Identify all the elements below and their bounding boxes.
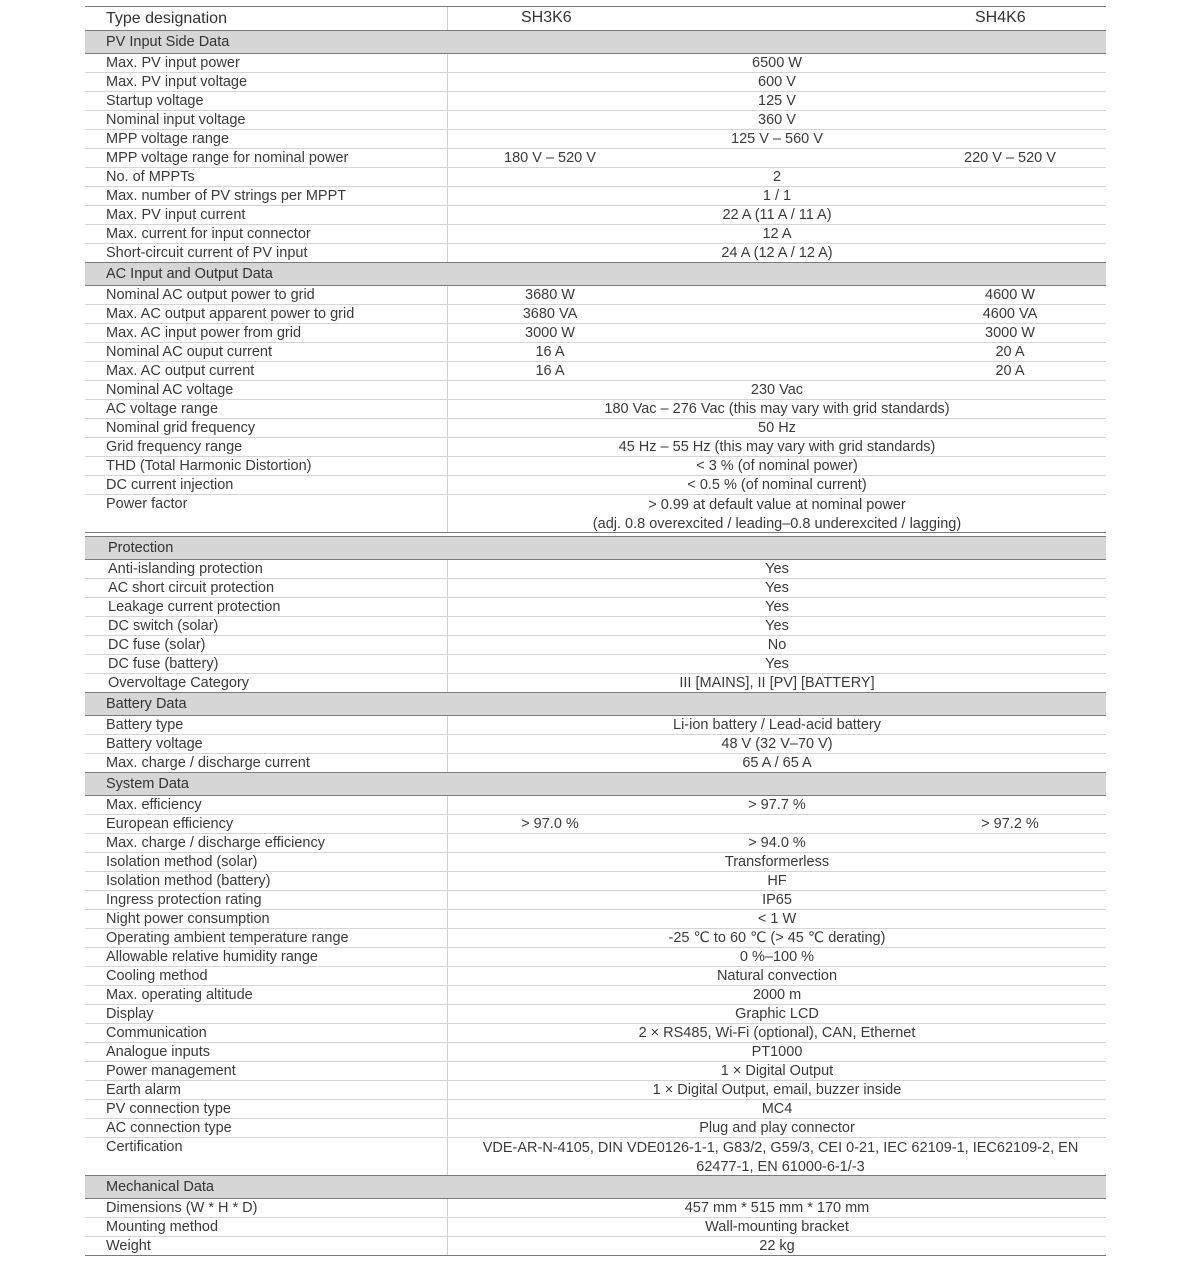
row-value: PT1000 xyxy=(751,1044,803,1060)
row-value-model-b: 20 A xyxy=(995,363,1025,379)
column-divider xyxy=(447,324,448,342)
row-label: Power management xyxy=(106,1063,236,1079)
row-label: PV connection type xyxy=(106,1101,231,1117)
row-value-model-b: 4600 W xyxy=(985,287,1035,303)
row-value: 6500 W xyxy=(752,55,802,71)
row-label: Max. charge / discharge efficiency xyxy=(106,835,325,851)
row-label: Grid frequency range xyxy=(106,439,243,455)
table-row xyxy=(85,1218,1106,1237)
section-battery xyxy=(85,693,1106,716)
row-label: Dimensions (W * H * D) xyxy=(106,1200,258,1216)
table-row xyxy=(85,92,1106,111)
row-value: 24 A (12 A / 12 A) xyxy=(721,245,833,261)
row-label: Battery voltage xyxy=(106,736,203,752)
table-row xyxy=(85,636,1106,655)
table-row xyxy=(85,1237,1106,1256)
table-row xyxy=(85,929,1106,948)
row-label: Nominal AC voltage xyxy=(106,382,234,398)
row-value: 48 V (32 V–70 V) xyxy=(721,736,833,752)
table-row xyxy=(85,168,1106,187)
row-value: 2 xyxy=(772,169,782,185)
row-value-model-a: 3680 W xyxy=(525,287,575,303)
row-label: AC connection type xyxy=(106,1120,232,1136)
section-protection xyxy=(85,536,1106,560)
table-row xyxy=(85,1100,1106,1119)
row-value: Wall-mounting bracket xyxy=(705,1219,849,1235)
table-row xyxy=(85,54,1106,73)
row-value: 457 mm * 515 mm * 170 mm xyxy=(684,1200,870,1216)
row-label: Overvoltage Category xyxy=(108,675,250,691)
table-row-power-factor xyxy=(85,495,1106,533)
row-label: Leakage current protection xyxy=(108,599,281,615)
table-row xyxy=(85,796,1106,815)
row-value: III [MAINS], II [PV] [BATTERY] xyxy=(679,675,875,691)
row-label: No. of MPPTs xyxy=(106,169,195,185)
table-row xyxy=(85,948,1106,967)
row-value: Plug and play connector xyxy=(699,1120,855,1136)
row-value: 22 kg xyxy=(759,1238,795,1254)
row-label: European efficiency xyxy=(106,816,234,832)
row-label: AC voltage range xyxy=(106,401,219,417)
row-value: > 97.7 % xyxy=(748,797,806,813)
row-value: 45 Hz – 55 Hz (this may vary with grid standards) xyxy=(618,439,936,455)
row-value: 125 V xyxy=(758,93,796,109)
table-row xyxy=(85,343,1106,362)
row-value: -25 ℃ to 60 ℃ (> 45 ℃ derating) xyxy=(668,930,886,946)
row-value: Natural convection xyxy=(716,968,838,984)
power-factor-line-2: (adj. 0.8 overexcited / leading–0.8 underexcited / lagging) xyxy=(592,516,962,532)
spec-table xyxy=(85,6,1106,1256)
row-label: Startup voltage xyxy=(106,93,204,109)
row-label: Cooling method xyxy=(106,968,208,984)
row-label: Nominal input voltage xyxy=(106,112,246,128)
table-row xyxy=(85,305,1106,324)
table-row xyxy=(85,149,1106,168)
row-label: Anti-islanding protection xyxy=(108,561,263,577)
column-divider xyxy=(447,149,448,167)
row-label: Max. PV input current xyxy=(106,207,246,223)
table-row xyxy=(85,225,1106,244)
table-row xyxy=(85,476,1106,495)
row-label: Max. number of PV strings per MPPT xyxy=(106,188,347,204)
row-value: 12 A xyxy=(762,226,792,242)
row-value: HF xyxy=(767,873,787,889)
row-label: AC short circuit protection xyxy=(108,580,275,596)
row-label: Max. AC output current xyxy=(106,363,255,379)
table-row xyxy=(85,1119,1106,1138)
row-label: Power factor xyxy=(106,496,188,512)
table-row xyxy=(85,187,1106,206)
row-label: Isolation method (battery) xyxy=(106,873,271,889)
section-title: Mechanical Data xyxy=(106,1179,214,1195)
row-label: Max. AC output apparent power to grid xyxy=(106,306,355,322)
row-label: Earth alarm xyxy=(106,1082,181,1098)
table-row xyxy=(85,598,1106,617)
table-row xyxy=(85,579,1106,598)
table-row xyxy=(85,381,1106,400)
row-label: Battery type xyxy=(106,717,184,733)
table-row xyxy=(85,286,1106,305)
row-label: Weight xyxy=(106,1238,151,1254)
row-value-model-a: 3680 VA xyxy=(522,306,578,322)
table-row xyxy=(85,560,1106,579)
row-value: 1 × Digital Output xyxy=(720,1063,834,1079)
section-mechanical xyxy=(85,1176,1106,1199)
table-row xyxy=(85,419,1106,438)
row-label: Night power consumption xyxy=(106,911,270,927)
row-value-model-a: 3000 W xyxy=(525,325,575,341)
row-value-model-a: 16 A xyxy=(535,344,565,360)
row-value: Li-ion battery / Lead-acid battery xyxy=(673,717,881,733)
table-row xyxy=(85,834,1106,853)
table-row xyxy=(85,674,1106,693)
row-value-model-b: 20 A xyxy=(995,344,1025,360)
row-label: DC switch (solar) xyxy=(108,618,219,634)
table-row xyxy=(85,617,1106,636)
row-value xyxy=(448,496,1106,534)
row-label: Nominal grid frequency xyxy=(106,420,256,436)
row-value: 50 Hz xyxy=(758,420,796,436)
row-value-model-b: 220 V – 520 V xyxy=(964,150,1056,166)
column-divider xyxy=(447,305,448,323)
row-value: 1 × Digital Output, email, buzzer inside xyxy=(652,1082,902,1098)
row-value: 2 × RS485, Wi-Fi (optional), CAN, Ethernet xyxy=(638,1025,916,1041)
row-value: < 1 W xyxy=(757,911,797,927)
row-label: Max. PV input power xyxy=(106,55,240,71)
row-label: Allowable relative humidity range xyxy=(106,949,318,965)
row-value: 600 V xyxy=(758,74,796,90)
row-value: IP65 xyxy=(762,892,792,908)
table-row xyxy=(85,967,1106,986)
row-label: Display xyxy=(106,1006,154,1022)
row-label: Certification xyxy=(106,1139,183,1155)
row-value: Yes xyxy=(765,656,789,672)
section-title: PV Input Side Data xyxy=(106,34,230,50)
row-label: Max. charge / discharge current xyxy=(106,755,310,771)
column-divider xyxy=(447,815,448,833)
row-label: Max. efficiency xyxy=(106,797,202,813)
row-value: > 94.0 % xyxy=(748,835,806,851)
model-a-header: SH3K6 xyxy=(521,9,572,26)
row-value: 0 %–100 % xyxy=(739,949,815,965)
table-row xyxy=(85,1043,1106,1062)
row-value: Yes xyxy=(765,580,789,596)
row-label: DC fuse (solar) xyxy=(108,637,206,653)
row-value-model-a: 16 A xyxy=(535,363,565,379)
row-label: Nominal AC output power to grid xyxy=(106,287,315,303)
row-label: Operating ambient temperature range xyxy=(106,930,349,946)
column-divider xyxy=(447,343,448,361)
row-value: 65 A / 65 A xyxy=(742,755,812,771)
section-title: System Data xyxy=(106,776,189,792)
column-divider xyxy=(447,1138,448,1175)
table-row xyxy=(85,362,1106,381)
row-label: DC fuse (battery) xyxy=(108,656,219,672)
row-label: Ingress protection rating xyxy=(106,892,262,908)
row-value-model-a: > 97.0 % xyxy=(521,816,579,832)
row-value: 125 V – 560 V xyxy=(731,131,823,147)
table-row xyxy=(85,815,1106,834)
row-value: VDE-AR-N-4105, DIN VDE0126-1-1, G83/2, G59/3, CEI 0-21, IEC 62109-1, IEC62109-2, EN 62477-1, EN 61000-6-1/-3 xyxy=(482,1140,1079,1175)
table-row xyxy=(85,1024,1106,1043)
table-row xyxy=(85,1081,1106,1100)
table-row xyxy=(85,111,1106,130)
row-value: Yes xyxy=(765,618,789,634)
row-label: Analogue inputs xyxy=(106,1044,210,1060)
row-value: < 0.5 % (of nominal current) xyxy=(687,477,867,493)
row-value: Yes xyxy=(765,561,789,577)
table-row-certification xyxy=(85,1138,1106,1176)
table-row xyxy=(85,400,1106,419)
row-label: MPP voltage range for nominal power xyxy=(106,150,349,166)
row-value: Yes xyxy=(765,599,789,615)
row-label: Max. current for input connector xyxy=(106,226,311,242)
table-row xyxy=(85,457,1106,476)
row-label: Communication xyxy=(106,1025,207,1041)
section-title: Protection xyxy=(108,540,174,556)
type-designation-label: Type designation xyxy=(106,10,227,27)
row-label: Mounting method xyxy=(106,1219,219,1235)
table-row xyxy=(85,438,1106,457)
table-row xyxy=(85,1062,1106,1081)
table-row xyxy=(85,244,1106,263)
column-divider xyxy=(447,7,448,30)
row-value: Graphic LCD xyxy=(735,1006,819,1022)
table-row xyxy=(85,324,1106,343)
column-divider xyxy=(447,286,448,304)
table-row xyxy=(85,73,1106,92)
row-value-model-b: > 97.2 % xyxy=(981,816,1039,832)
column-divider xyxy=(447,362,448,380)
table-row xyxy=(85,716,1106,735)
row-label: Max. PV input voltage xyxy=(106,74,248,90)
row-label: MPP voltage range xyxy=(106,131,230,147)
section-ac xyxy=(85,263,1106,286)
row-label: Max. AC input power from grid xyxy=(106,325,302,341)
table-row xyxy=(85,754,1106,773)
row-value: < 3 % (of nominal power) xyxy=(696,458,858,474)
row-value: 2000 m xyxy=(752,987,802,1003)
row-value-model-a: 180 V – 520 V xyxy=(504,150,596,166)
table-row xyxy=(85,1199,1106,1218)
row-label: Isolation method (solar) xyxy=(106,854,258,870)
table-row xyxy=(85,891,1106,910)
row-label: Max. operating altitude xyxy=(106,987,253,1003)
row-value: 1 / 1 xyxy=(762,188,792,204)
table-row xyxy=(85,206,1106,225)
row-label: DC current injection xyxy=(106,477,234,493)
row-label: Nominal AC ouput current xyxy=(106,344,273,360)
section-title: AC Input and Output Data xyxy=(106,266,273,282)
table-row xyxy=(85,735,1106,754)
table-row xyxy=(85,910,1106,929)
table-header xyxy=(85,6,1106,31)
row-value: 360 V xyxy=(758,112,796,128)
row-value: 22 A (11 A / 11 A) xyxy=(722,207,832,223)
table-row xyxy=(85,853,1106,872)
row-value: MC4 xyxy=(761,1101,793,1117)
row-value: No xyxy=(767,637,787,653)
table-row xyxy=(85,872,1106,891)
row-value-model-b: 4600 VA xyxy=(982,306,1038,322)
row-value: 180 Vac – 276 Vac (this may vary with grid standards) xyxy=(604,401,950,417)
table-row xyxy=(85,130,1106,149)
section-title: Battery Data xyxy=(106,696,187,712)
row-label: THD (Total Harmonic Distortion) xyxy=(106,458,312,474)
model-b-header: SH4K6 xyxy=(975,9,1026,26)
power-factor-line-1: > 0.99 at default value at nominal power xyxy=(648,497,906,513)
section-system xyxy=(85,773,1106,796)
row-value: 230 Vac xyxy=(750,382,804,398)
section-pv-input xyxy=(85,31,1106,54)
row-value: Transformerless xyxy=(724,854,830,870)
row-label: Short-circuit current of PV input xyxy=(106,245,308,261)
table-row xyxy=(85,986,1106,1005)
table-row xyxy=(85,655,1106,674)
table-row xyxy=(85,1005,1106,1024)
row-value-model-b: 3000 W xyxy=(985,325,1035,341)
